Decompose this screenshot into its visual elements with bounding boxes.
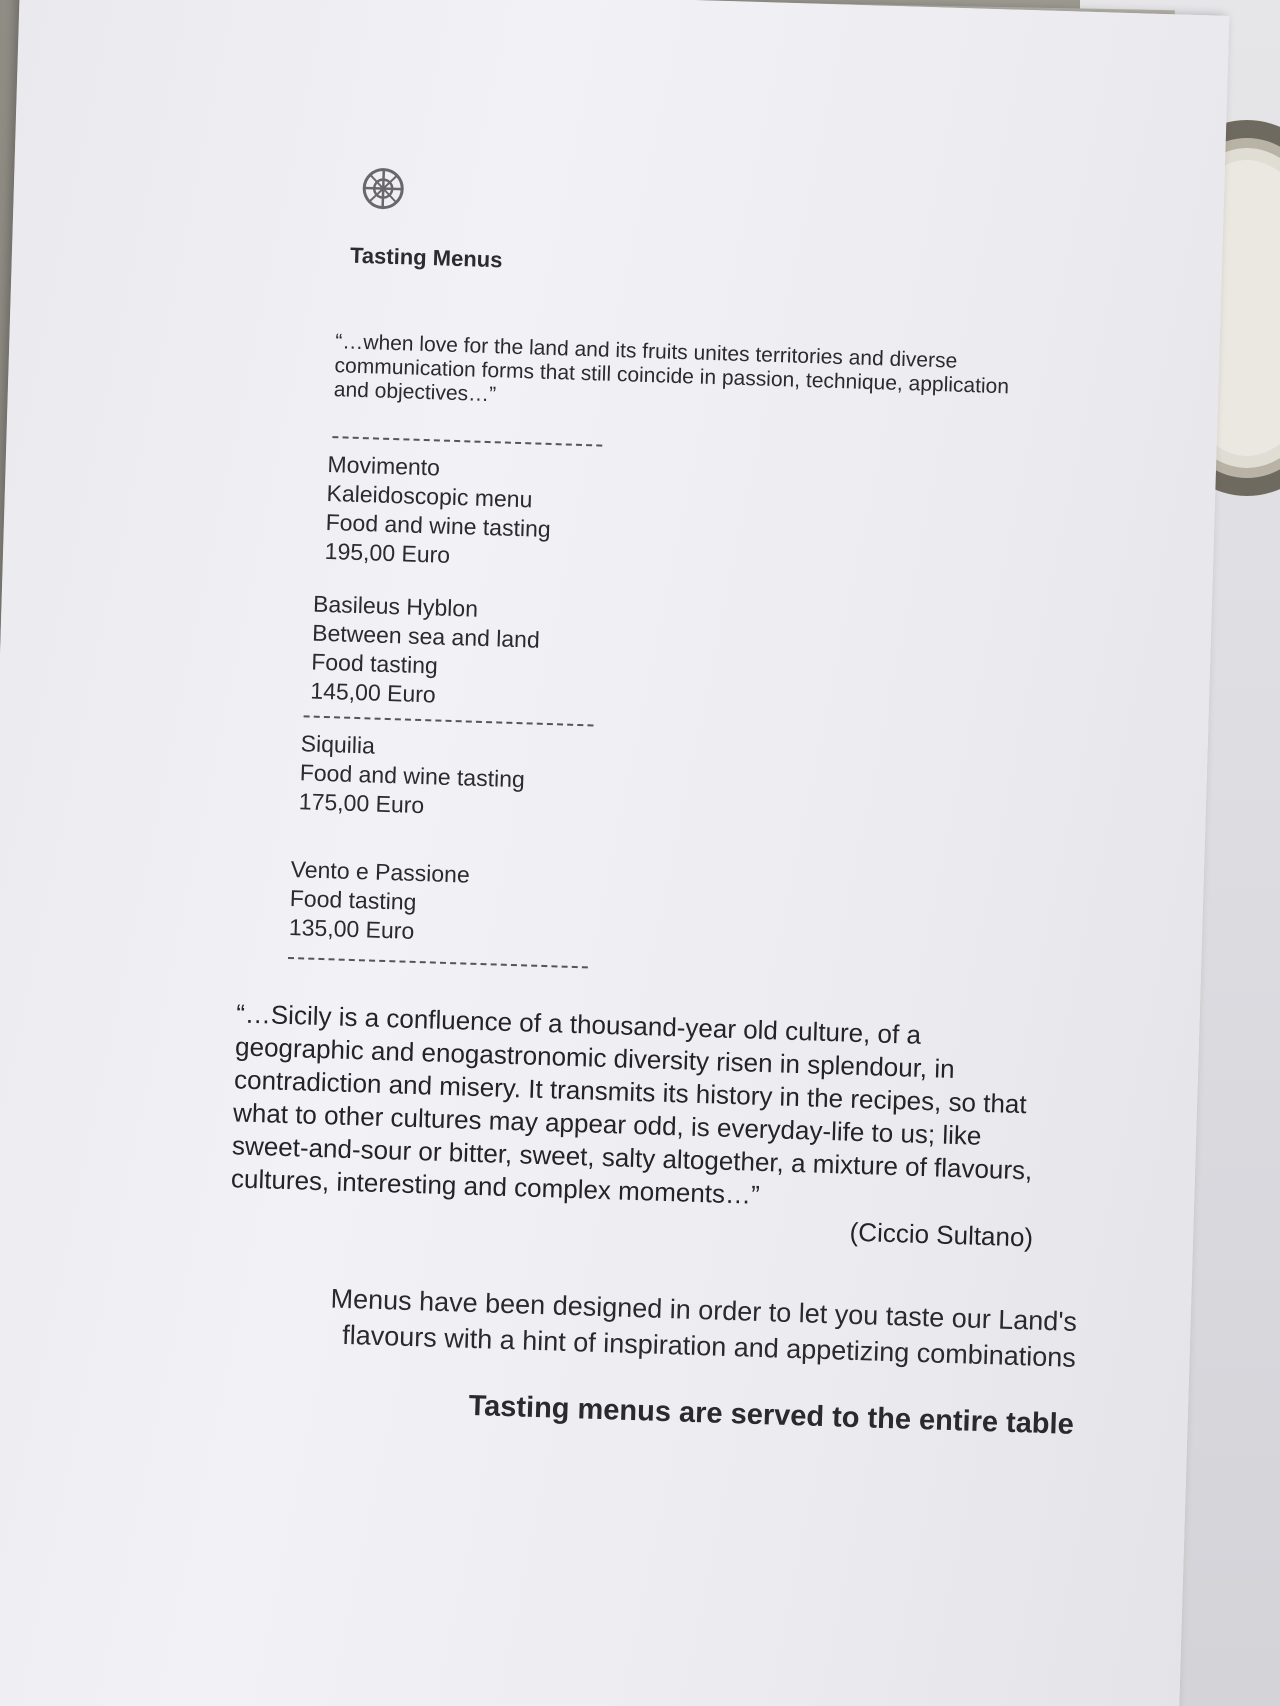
menu-item-vento-e-passione (289, 855, 471, 948)
menu-item-price: 175,00 Euro (298, 788, 425, 819)
menu-item-basileus-hyblon (310, 590, 541, 713)
menu-item-line: Food and wine tasting (325, 508, 552, 543)
page-title: Tasting Menus (349, 242, 503, 273)
menu-item-price: 135,00 Euro (288, 913, 415, 944)
intro-quote: “…when love for the land and its fruits unites territories and diverse communication forms that still coincide in passion, technique, application and objectives…” (333, 330, 1010, 407)
menu-item-name: Basileus Hyblon (312, 590, 479, 622)
quote-author: (Ciccio Sultano) (849, 1216, 1034, 1253)
menu-item-line: Kaleidoscopic menu (326, 479, 533, 513)
menu-item-price: 195,00 Euro (324, 537, 451, 568)
menu-item-siquilia (298, 729, 526, 823)
menu-item-name: Siquilia (300, 730, 376, 759)
menu-item-line: Food tasting (310, 648, 439, 679)
menu-item-line: Between sea and land (311, 619, 541, 653)
menu-item-movimento (324, 450, 553, 573)
menu-item-name: Vento e Passione (290, 856, 471, 888)
menu-item-line: Food tasting (289, 885, 417, 915)
compass-rose-logo-icon (360, 165, 407, 212)
menu-item-line: Food and wine tasting (299, 759, 526, 793)
menu-item-price: 145,00 Euro (310, 677, 437, 708)
menu-item-name: Movimento (327, 450, 441, 481)
menu-note: Menus have been designed in order to let you taste our Land's flavours with a hint of inspiration and appetizing combinations (330, 1283, 1078, 1373)
table-service-note: Tasting menus are served to the entire table (468, 1389, 1075, 1441)
closing-quote: “…Sicily is a confluence of a thousand-year old culture, of a geographic and enogastronomic diversity risen in splendour, in contradiction and misery. It transmits its history in the recipes, so that what to other cultures may appear odd, is everyday-life to us; like sweet-and-sour or bitter, sweet, salty altogether, a mixture of flavours, cultures, interesting and complex moments…” (230, 998, 1033, 1210)
